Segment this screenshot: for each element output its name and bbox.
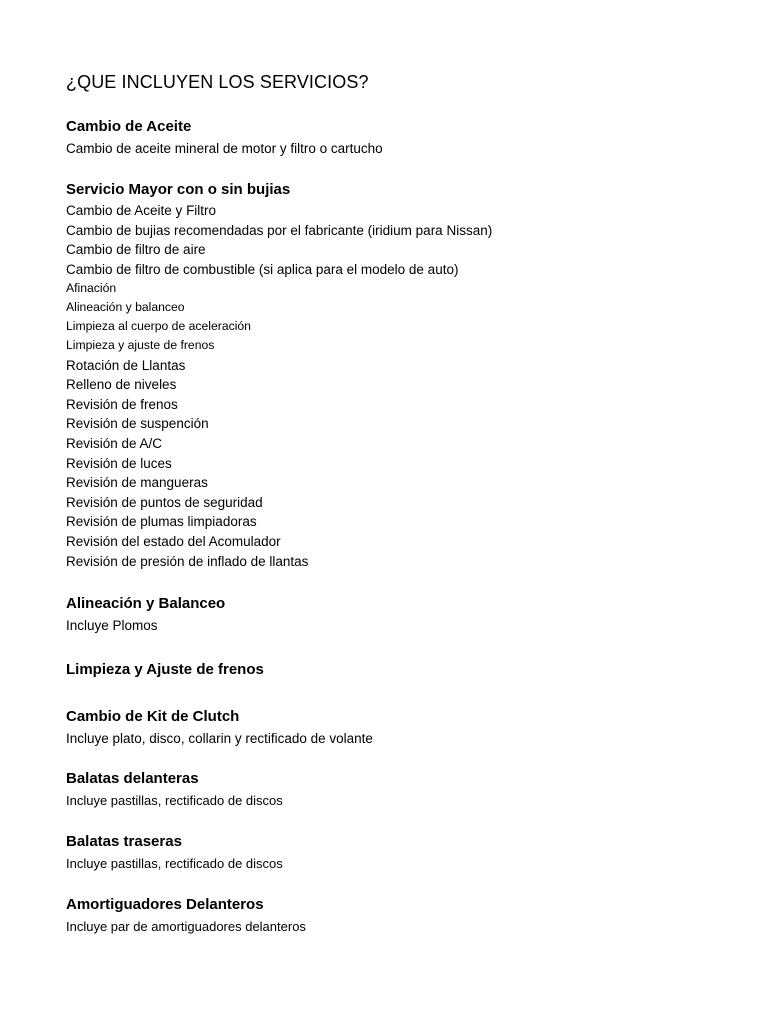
section-heading: Amortiguadores Delanteros: [66, 896, 264, 913]
section-heading: Limpieza y Ajuste de frenos: [66, 661, 264, 678]
list-item: Limpieza al cuerpo de aceleración: [66, 319, 251, 334]
list-item: Alineación y balanceo: [66, 299, 185, 314]
section-limpieza-y-ajuste-de-frenos: [66, 660, 746, 680]
list-item: Incluye par de amortiguadores delanteros: [66, 919, 306, 934]
list-item: Incluye Plomos: [66, 618, 158, 633]
list-item: Revisión de plumas limpiadoras: [66, 514, 257, 530]
list-item: Revisión del estado del Acomulador: [66, 533, 281, 549]
list-item: Limpieza y ajuste de frenos: [66, 338, 215, 353]
list-item: Incluye plato, disco, collarin y rectificado de volante: [66, 731, 373, 746]
section-heading: Servicio Mayor con o sin bujias: [66, 181, 291, 198]
section-servicio-mayor: [66, 180, 746, 571]
list-item: Revisión de frenos: [66, 396, 178, 412]
section-heading: Cambio de Aceite: [66, 118, 192, 135]
section-cambio-de-kit-de-clutch: [66, 707, 746, 749]
section-heading: Cambio de Kit de Clutch: [66, 708, 240, 725]
section-heading: Balatas delanteras: [66, 770, 199, 787]
list-item: Cambio de filtro de combustible (si aplica para el modelo de auto): [66, 261, 459, 277]
section-cambio-de-aceite: [66, 117, 746, 159]
section-amortiguadores-delanteros: [66, 895, 746, 937]
list-item: Cambio de aceite mineral de motor y filtro o cartucho: [66, 141, 383, 156]
list-item: Revisión de mangueras: [66, 475, 208, 491]
section-alineacion-y-balanceo: [66, 594, 746, 636]
list-item: Incluye pastillas, rectificado de discos: [66, 793, 283, 808]
list-item: Incluye pastillas, rectificado de discos: [66, 856, 283, 871]
list-item: Relleno de niveles: [66, 377, 177, 393]
list-item: Revisión de A/C: [66, 435, 163, 451]
list-item: Rotación de Llantas: [66, 357, 186, 373]
list-item: Cambio de Aceite y Filtro: [66, 203, 217, 218]
section-heading: Balatas traseras: [66, 833, 182, 850]
list-item: Revisión de puntos de seguridad: [66, 494, 263, 510]
page-title: ¿QUE INCLUYEN LOS SERVICIOS?: [66, 72, 369, 92]
list-item: Cambio de bujias recomendadas por el fabricante (iridium para Nissan): [66, 222, 493, 238]
list-item: Revisión de presión de inflado de llantas: [66, 553, 309, 569]
section-balatas-traseras: [66, 832, 746, 874]
section-heading: Alineación y Balanceo: [66, 595, 226, 612]
list-item: Afinación: [66, 281, 117, 296]
list-item: Revisión de luces: [66, 455, 172, 471]
list-item: Cambio de filtro de aire: [66, 242, 206, 258]
list-item: Revisión de suspención: [66, 416, 209, 432]
section-balatas-delanteras: [66, 769, 746, 811]
